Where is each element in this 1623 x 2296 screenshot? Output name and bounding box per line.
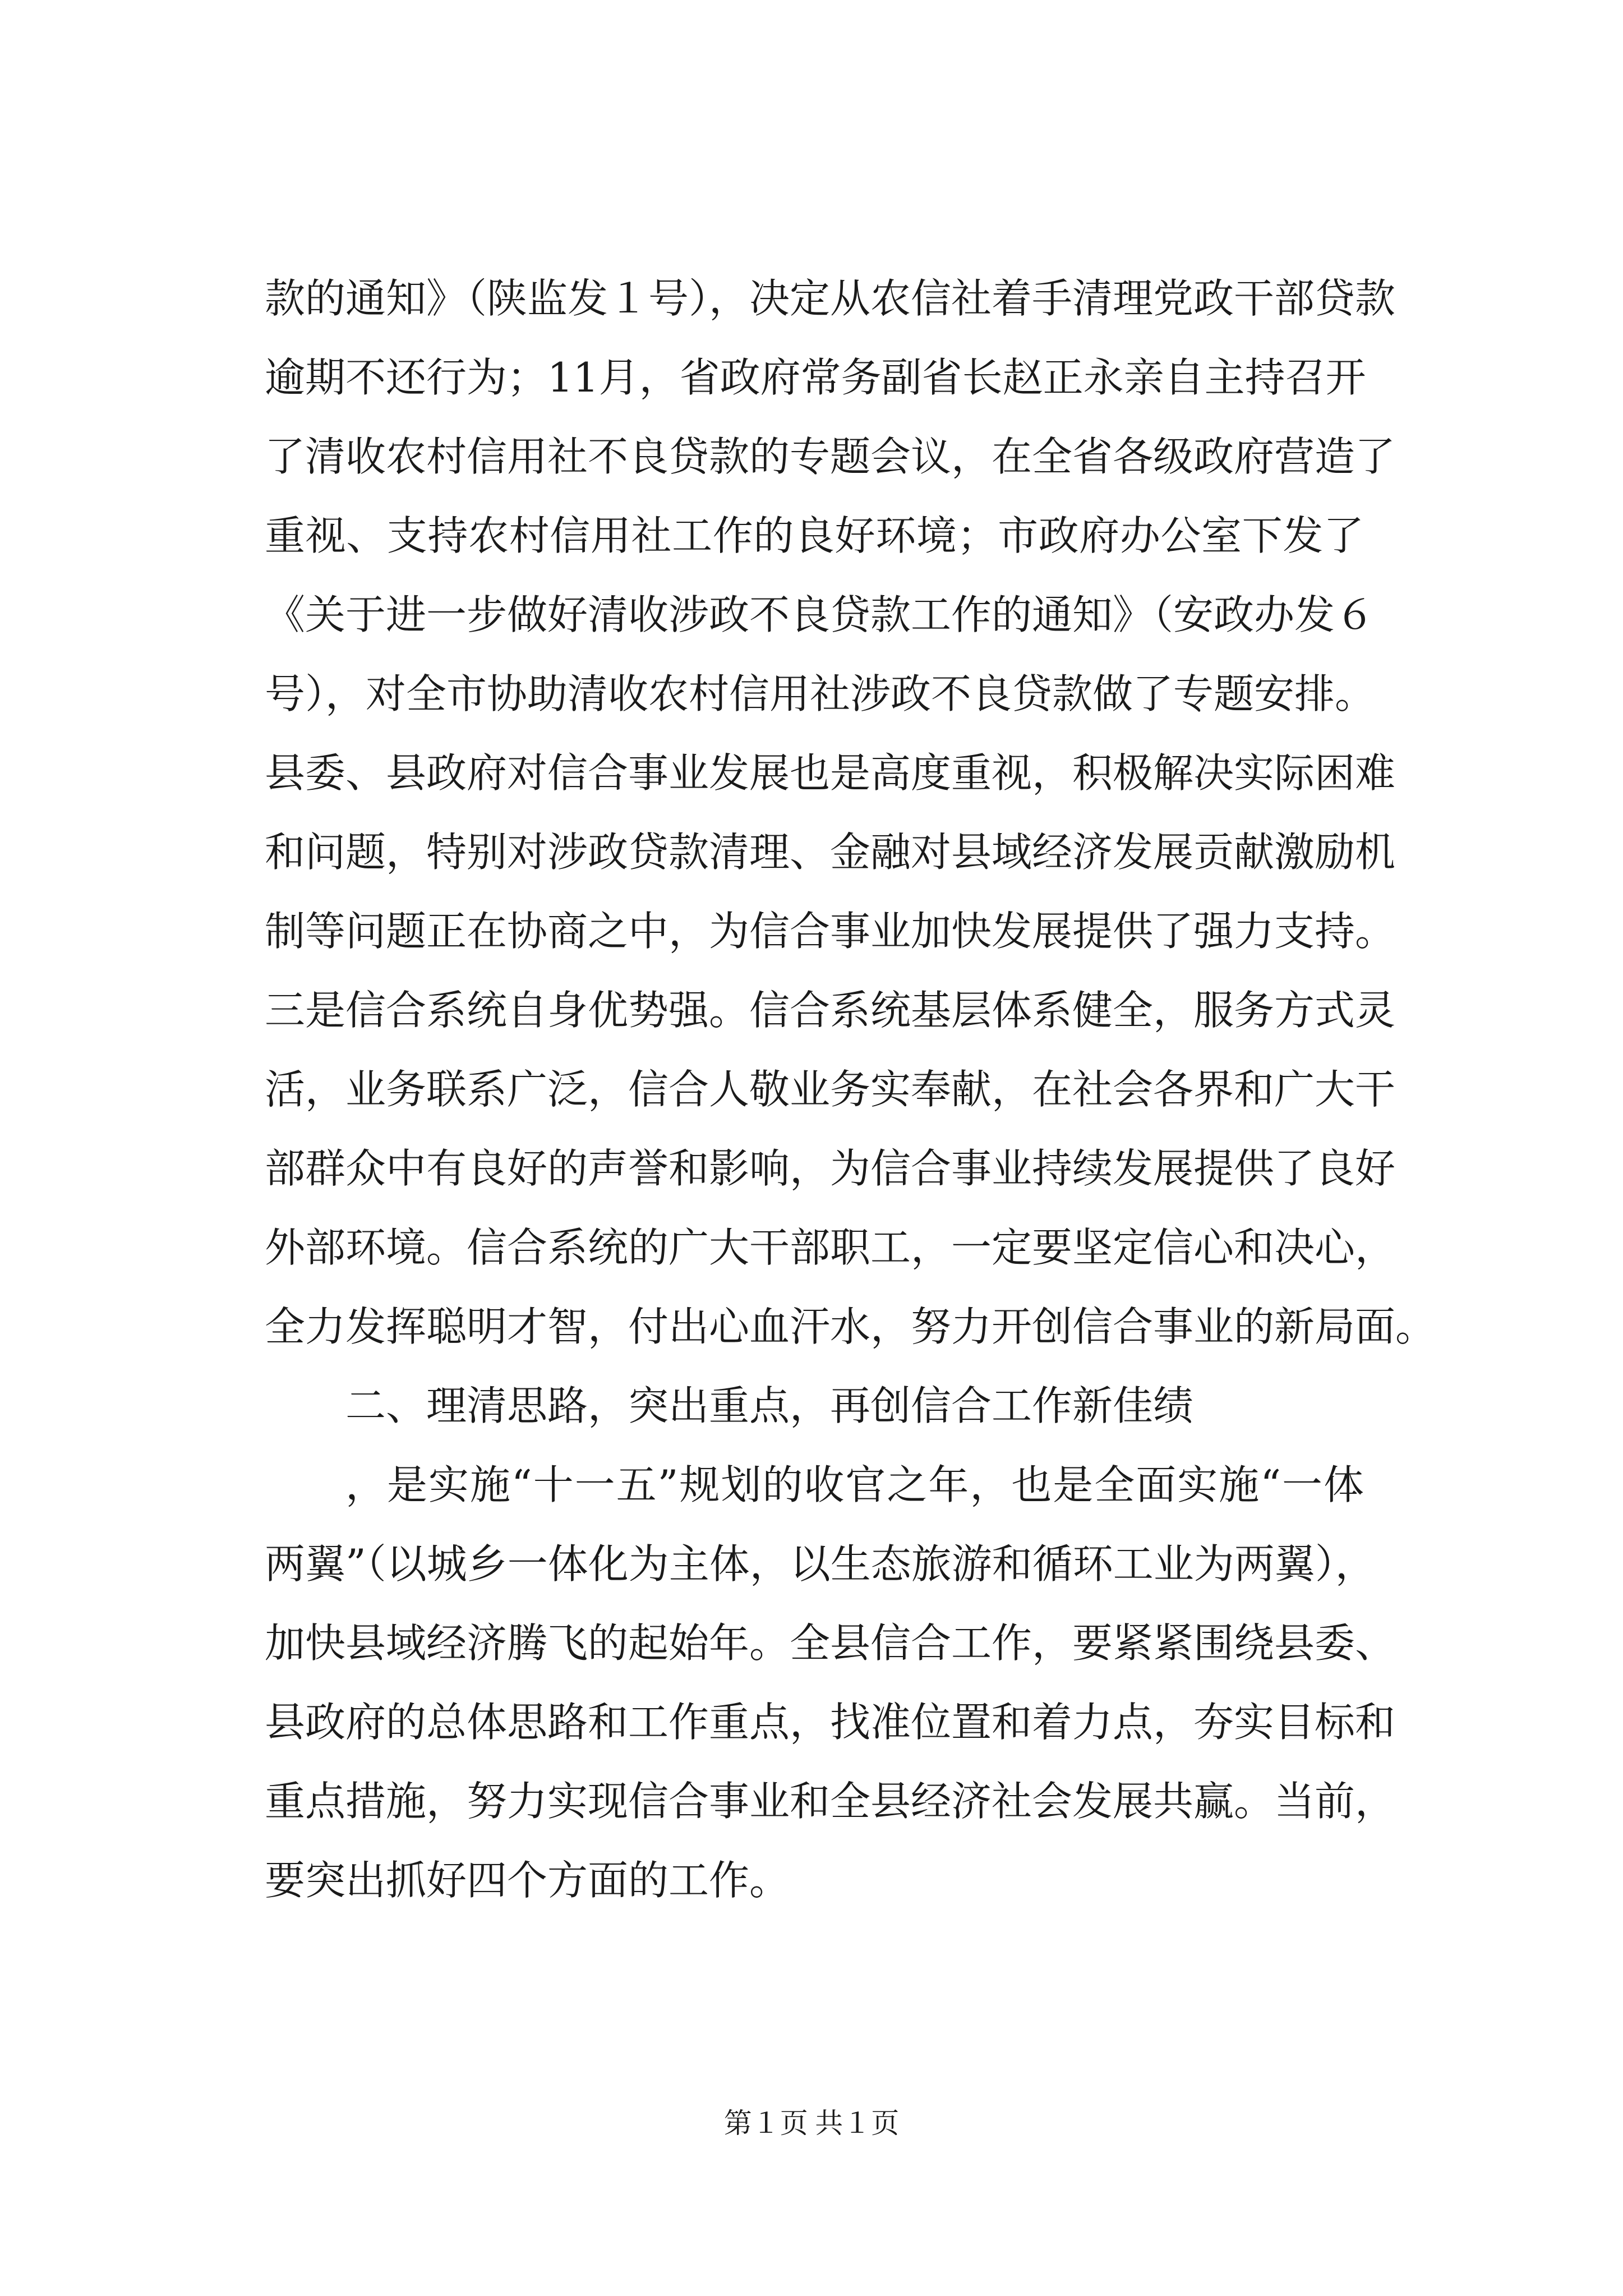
text-line: 县政府的总体思路和工作重点，找准位置和着力点，夯实目标和	[265, 1699, 1396, 1746]
page-number-label: 第１页 共１页	[723, 2108, 900, 2139]
text-line: 要突出抓好四个方面的工作。	[265, 1857, 790, 1904]
text-line: 款的通知》（陕监发１号），决定从农信社着手清理党政干部贷款	[265, 275, 1396, 322]
text-line: 县委、县政府对信合事业发展也是高度重视，积极解决实际困难	[265, 749, 1396, 797]
text-line: 外部环境。信合系统的广大干部职工，一定要坚定信心和决心，	[265, 1224, 1396, 1271]
text-line: 重视、支持农村信用社工作的良好环境；市政府办公室下发了	[265, 512, 1364, 559]
text-line: 三是信合系统自身优势强。信合系统基层体系健全，服务方式灵	[265, 987, 1396, 1034]
text-line: 和问题，特别对涉政贷款清理、金融对县域经济发展贡献激励机	[265, 829, 1396, 876]
text-line: 逾期不还行为；11月，省政府常务副省长赵正永亲自主持召开	[265, 354, 1366, 401]
text-line: 活，业务联系广泛，信合人敬业务实奉献，在社会各界和广大干	[265, 1066, 1396, 1113]
text-line: 号），对全市协助清收农村信用社涉政不良贷款做了专题安排。	[265, 670, 1376, 717]
text-line: 了清收农村信用社不良贷款的专题会议，在全省各级政府营造了	[265, 433, 1396, 480]
document-body	[265, 259, 1436, 1920]
text-line: 加快县域经济腾飞的起始年。全县信合工作，要紧紧围绕县委、	[265, 1619, 1396, 1667]
text-line: 全力发挥聪明才智，付出心血汗水，努力开创信合事业的新局面。	[265, 1303, 1436, 1350]
text-line: 重点措施，努力实现信合事业和全县经济社会发展共赢。当前，	[265, 1778, 1396, 1825]
text-line: 部群众中有良好的声誉和影响，为信合事业持续发展提供了良好	[265, 1145, 1396, 1192]
page-footer	[0, 2101, 1623, 2141]
text-line: 两翼”（以城乡一体化为主体，以生态旅游和循环工业为两翼），	[265, 1540, 1376, 1588]
text-line: 制等问题正在协商之中，为信合事业加快发展提供了强力支持。	[265, 908, 1396, 955]
text-line: 《关于进一步做好清收涉政不良贷款工作的通知》（安政办发６	[265, 591, 1376, 638]
text-line: ，是实施“十一五”规划的收官之年，也是全面实施“一体	[345, 1461, 1364, 1508]
section-heading: 二、理清思路，突出重点，再创信合工作新佳绩	[345, 1382, 1194, 1429]
